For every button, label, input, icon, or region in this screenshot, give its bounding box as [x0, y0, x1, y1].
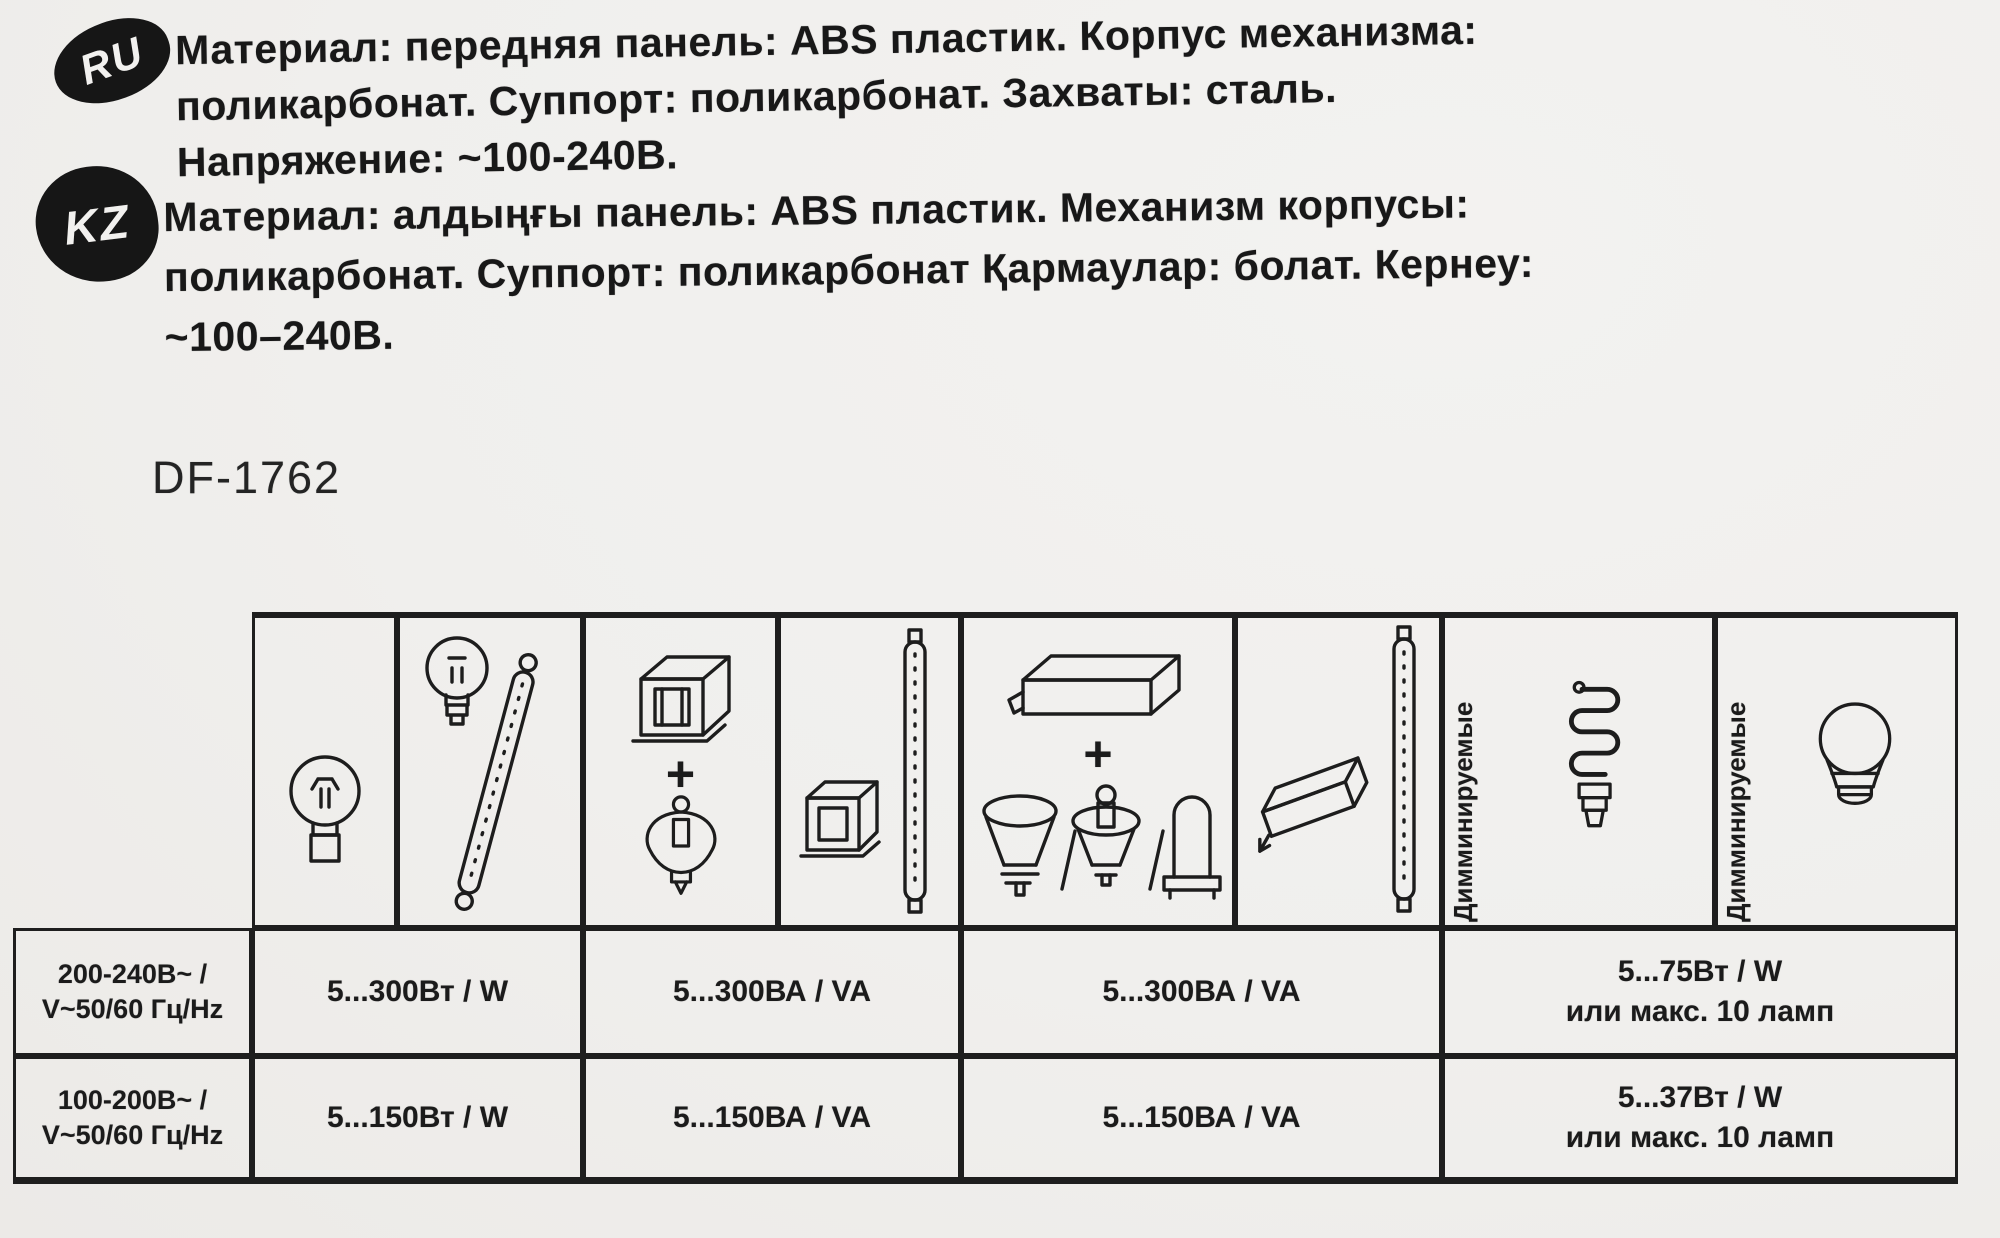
header-cell-halogen-230v [397, 612, 583, 928]
row2-label-line1: 100-200В~ / [57, 1085, 208, 1115]
iron-core-transformer-icon [611, 645, 751, 755]
dimmable-vertical-label: Димминируемые [1721, 701, 1751, 922]
row1-dimmable-lamps-rating: 5...75Вт / W или макс. 10 ламп [1442, 928, 1958, 1056]
kz-line-2: поликарбонат. Суппорт: поликарбонат Қармаулар: болат. Кернеу: [163, 239, 1535, 301]
table-corner-empty [13, 612, 252, 928]
ru-language-badge [42, 4, 181, 118]
incandescent-and-linear-halogen-icon [405, 622, 575, 922]
low-voltage-lamps-icon [978, 773, 1218, 903]
row1-label-line1: 200-240В~ / [57, 959, 208, 989]
transformer-and-fluorescent-tube-icon [785, 622, 955, 922]
kz-language-badge [29, 159, 164, 289]
header-cell-fluorescent-wound-ballast [778, 612, 961, 928]
model-number: DF-1762 [152, 452, 342, 503]
row2-incandescent-halogen-rating: 5...150Вт / W [252, 1056, 583, 1184]
halogen-capsule-lamp-icon [629, 793, 733, 899]
header-cell-incandescent [252, 612, 397, 928]
row1-wound-transformer-rating: 5...300ВА / VA [583, 928, 961, 1056]
dimmable-led-lamp-icon [1802, 692, 1908, 852]
row-label-200-240v [13, 928, 252, 1056]
dimmable-cfl-lamp-icon [1551, 668, 1643, 876]
header-cell-dimmable-led [1715, 612, 1958, 928]
ru-line-3: Напряжение: ~100-240В. [176, 131, 679, 186]
header-cell-lv-lamps-electronic-transformer [961, 612, 1235, 928]
load-spec-table [13, 612, 1958, 1184]
ru-badge-label: RU [73, 27, 151, 94]
electronic-ballast-and-tube-icon [1244, 622, 1434, 922]
row1-electronic-transformer-rating: 5...300ВА / VA [961, 928, 1442, 1056]
incandescent-bulb-icon [282, 745, 368, 885]
kz-line-3: ~100–240В. [164, 311, 395, 361]
row2-wound-transformer-rating: 5...150ВА / VA [583, 1056, 961, 1184]
ru-line-1: Материал: передняя панель: ABS пластик. Корпус механизма: [174, 6, 1478, 74]
row2-electronic-transformer-rating: 5...150ВА / VA [961, 1056, 1442, 1184]
row2-dimmable-lamps-rating: 5...37Вт / W или макс. 10 ламп [1442, 1056, 1958, 1184]
ru-line-2: поликарбонат. Суппорт: поликарбонат. Захваты: сталь. [175, 64, 1338, 130]
plus-sign: + [665, 745, 696, 802]
row1-label-line2: V~50/60 Гц/Hz [41, 994, 224, 1024]
header-cell-dimmable-cfl [1442, 612, 1715, 928]
header-cell-fluorescent-electronic-ballast [1235, 612, 1442, 928]
dimmable-vertical-label: Димминируемые [1448, 701, 1478, 922]
row-label-100-200v [13, 1056, 252, 1184]
electronic-transformer-icon [983, 640, 1213, 735]
ru-spec-text [175, 2, 1480, 190]
row2-label-line2: V~50/60 Гц/Hz [41, 1120, 224, 1150]
kz-line-1: Материал: алдыңғы панель: ABS пластик. Механизм корпусы: [163, 180, 1470, 241]
plus-sign: + [1083, 726, 1113, 782]
kz-badge-label: KZ [60, 193, 134, 255]
row1-incandescent-halogen-rating: 5...300Вт / W [252, 928, 583, 1056]
kz-spec-text [163, 173, 1535, 367]
header-cell-lv-halogen-wound-transformer [583, 612, 778, 928]
